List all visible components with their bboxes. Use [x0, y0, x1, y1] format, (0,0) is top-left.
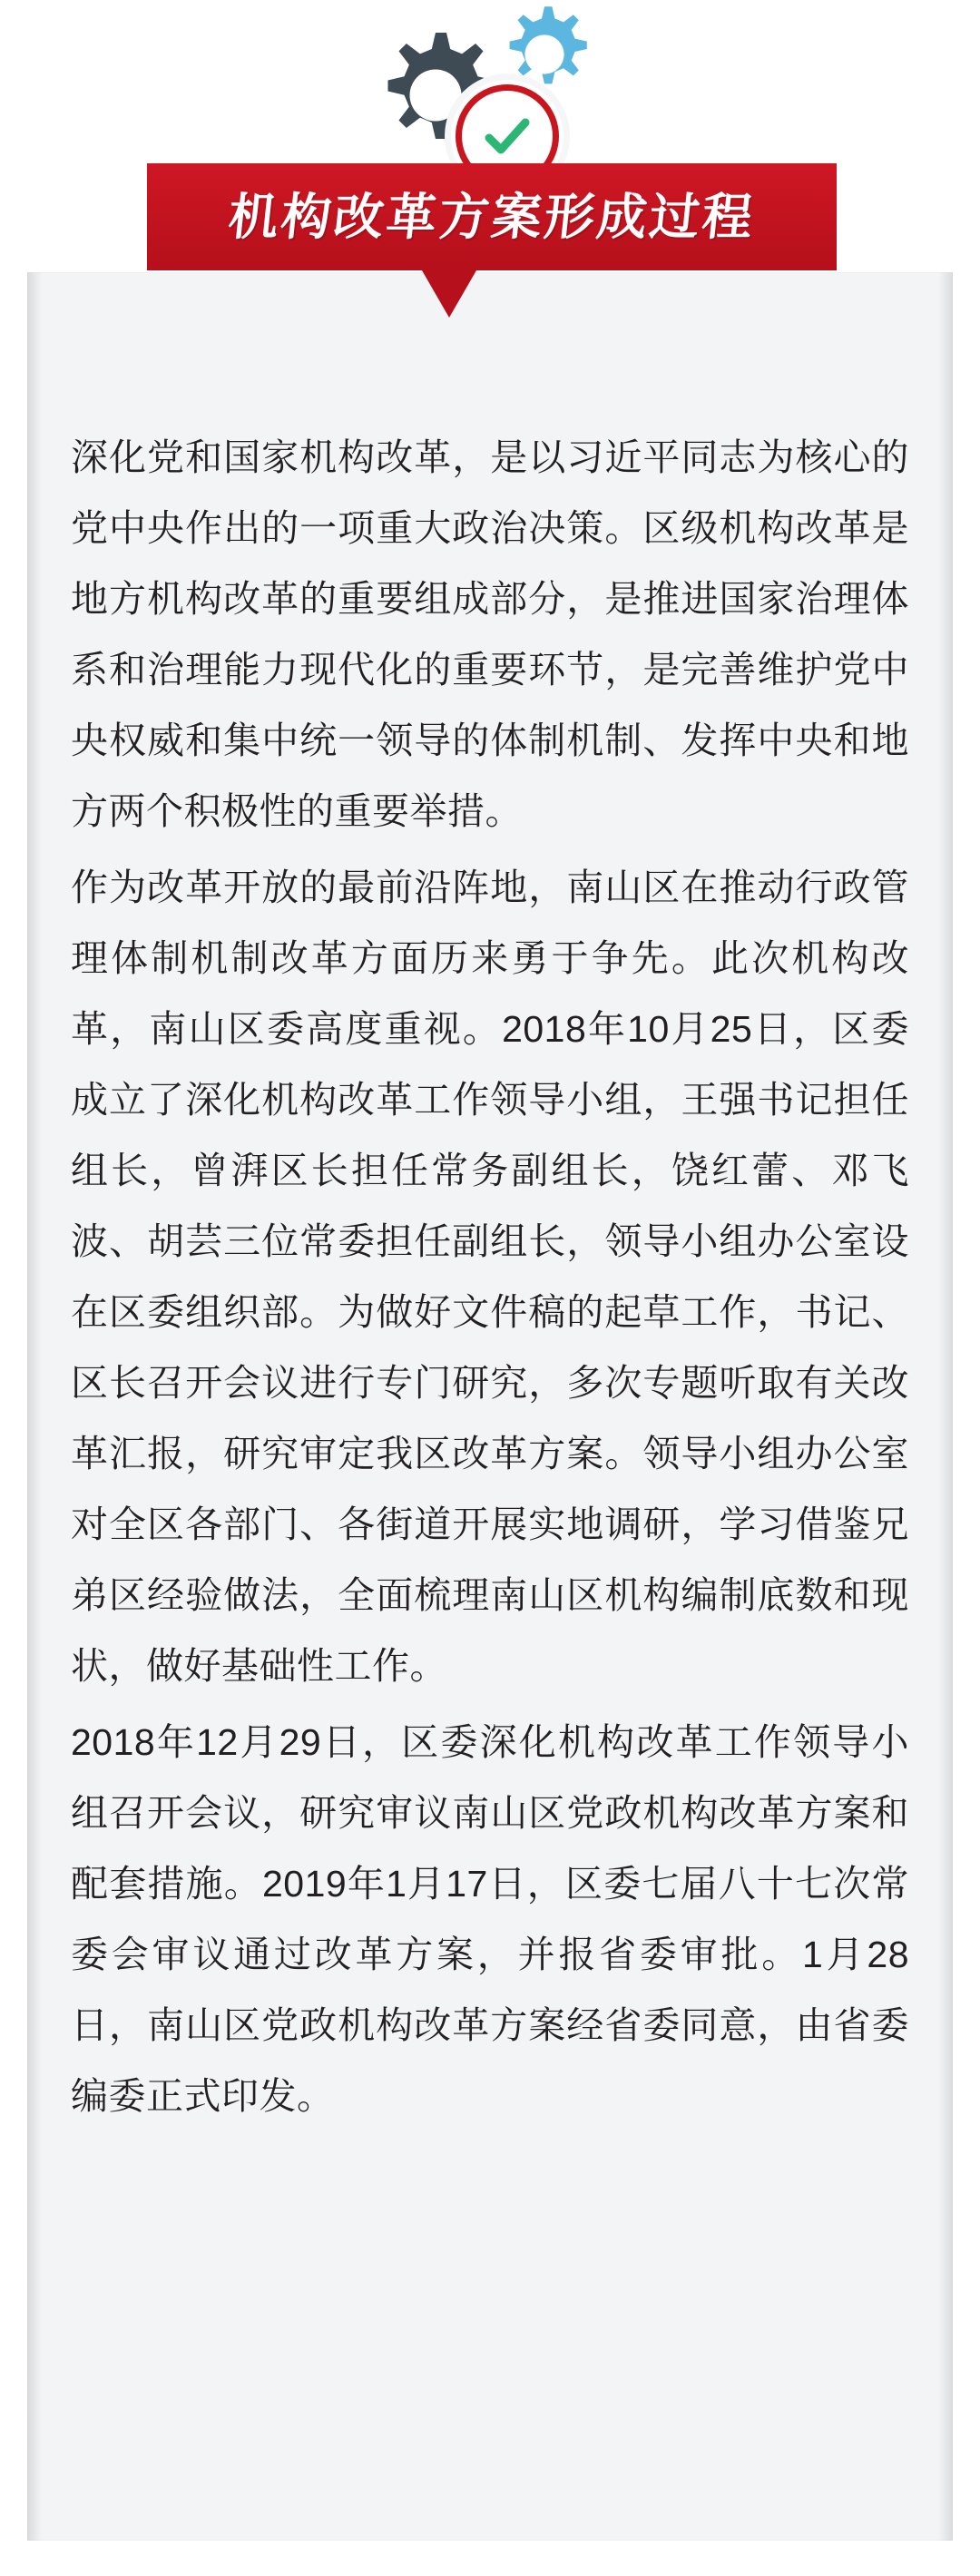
article-body	[71, 422, 909, 2131]
paragraph: 深化党和国家机构改革，是以习近平同志为核心的党中央作出的一项重大政治决策。区级机构改革是地方机构改革的重要组成部分，是推进国家治理体系和治理能力现代化的重要环节，是完善维护党中央权威和集中统一领导的体制机制、发挥中央和地方两个积极性的重要举措。	[71, 436, 909, 832]
check-mark-icon	[478, 107, 536, 165]
panel-right-shadow	[938, 272, 953, 2541]
paragraph: 2018年12月29日，区委深化机构改革工作领导小组召开会议，研究审议南山区党政机构改革方案和配套措施。2019年1月17日，区委七届八十七次常委会审议通过改革方案，并报省委审批。1月28日，南山区党政机构改革方案经省委同意，由省委编委正式印发。	[71, 1721, 909, 2117]
page-title: 机构改革方案形成过程	[225, 188, 759, 245]
paragraph: 作为改革开放的最前沿阵地，南山区在推动行政管理体制机制改革方面历来勇于争先。此次机构改革，南山区委高度重视。2018年10月25日，区委成立了深化机构改革工作领导小组，王强书记担任组长，曾湃区长担任常务副组长，饶红蕾、邓飞波、胡芸三位常委担任副组长，领导小组办公室设在区委组织部。为做好文件稿的起草工作，书记、区长召开会议进行专门研究，多次专题听取有关改革汇报，研究审定我区改革方案。领导小组办公室对全区各部门、各街道开展实地调研，学习借鉴兄弟区经验做法，全面梳理南山区机构编制底数和现状，做好基础性工作。	[71, 867, 909, 1687]
banner-pointer	[422, 270, 476, 318]
section-banner	[147, 163, 837, 270]
hero-header	[0, 0, 980, 381]
panel-left-shadow	[27, 272, 42, 2541]
